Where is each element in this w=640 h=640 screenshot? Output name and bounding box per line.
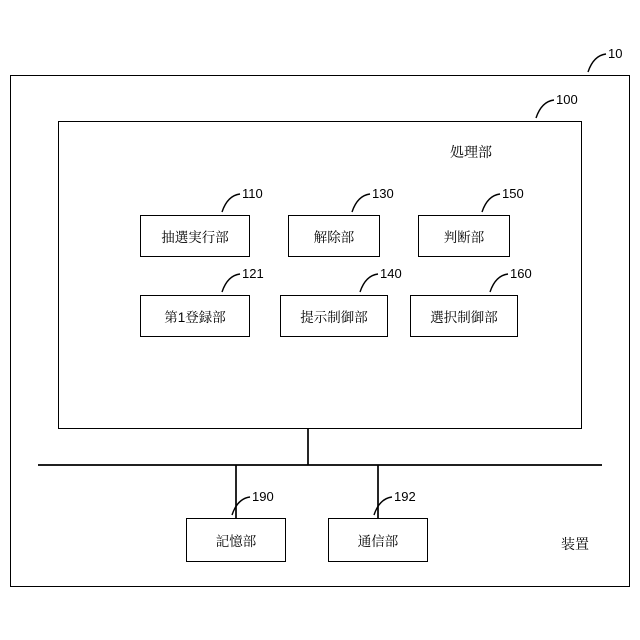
- block-determination[interactable]: [418, 215, 510, 257]
- block-release[interactable]: [288, 215, 380, 257]
- block-label: 判断部: [443, 230, 485, 245]
- ref-label-121: 121: [242, 266, 264, 281]
- block-communication[interactable]: [328, 518, 428, 562]
- block-label: 第1登録部: [164, 310, 226, 325]
- block-label: 通信部: [357, 534, 399, 549]
- ref-label-processing-unit: 100: [556, 92, 578, 107]
- block-presentation-control[interactable]: [280, 295, 388, 337]
- block-label: 記憶部: [215, 534, 257, 549]
- block-first-registration[interactable]: [140, 295, 250, 337]
- ref-label-device: 10: [608, 46, 623, 61]
- ref-label-110: 110: [242, 186, 263, 201]
- block-label: 解除部: [313, 230, 355, 245]
- ref-label-140: 140: [380, 266, 402, 281]
- ref-label-150: 150: [502, 186, 524, 201]
- block-label: 抽選実行部: [161, 230, 229, 245]
- ref-label-190: 190: [252, 489, 274, 504]
- block-storage[interactable]: [186, 518, 286, 562]
- block-selection-control[interactable]: [410, 295, 518, 337]
- ref-label-192: 192: [394, 489, 416, 504]
- block-label: 選択制御部: [430, 310, 498, 325]
- block-lottery-execution[interactable]: [140, 215, 250, 257]
- device-title: 装置: [561, 536, 589, 552]
- processing-unit-title: 処理部: [450, 144, 492, 160]
- ref-label-130: 130: [372, 186, 394, 201]
- block-label: 提示制御部: [300, 310, 368, 325]
- ref-label-160: 160: [510, 266, 532, 281]
